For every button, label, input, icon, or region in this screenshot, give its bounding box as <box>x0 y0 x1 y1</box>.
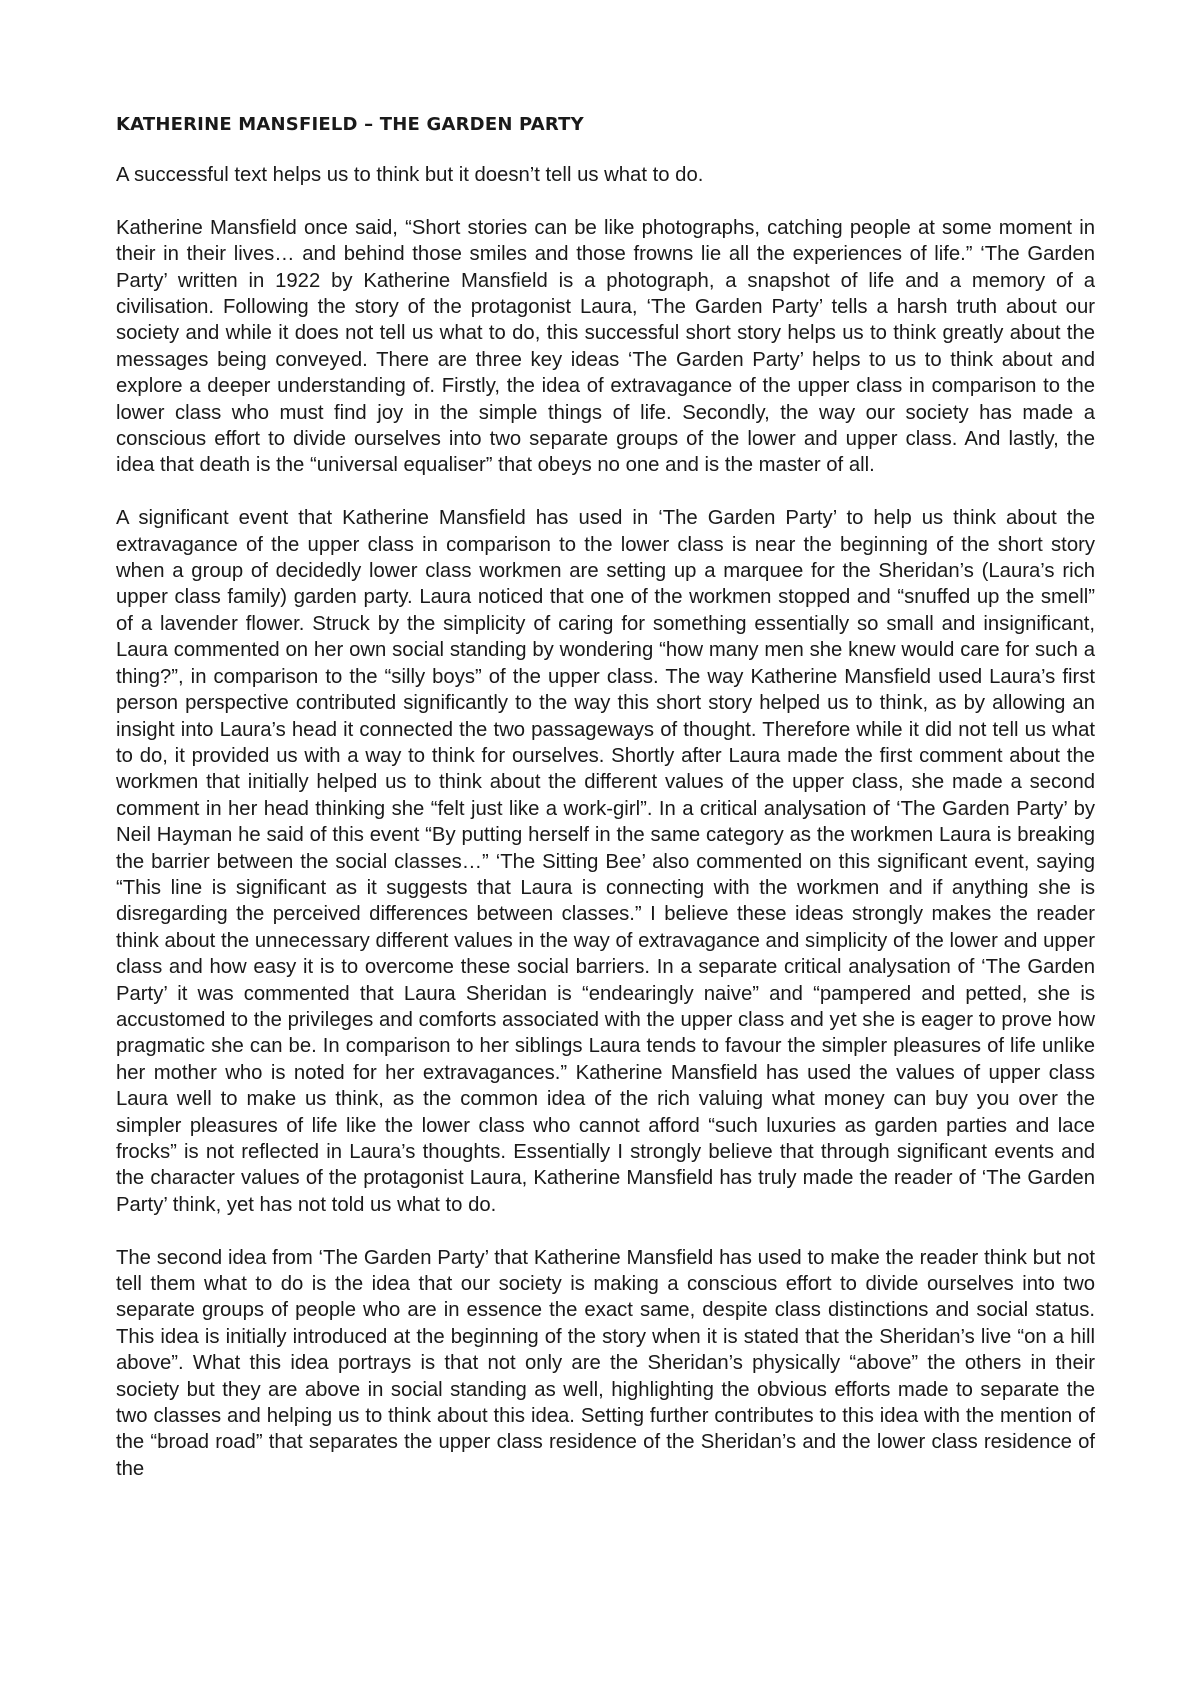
paragraph-second-idea: The second idea from ‘The Garden Party’ that Katherine Mansfield has used to make the reader think but not tell them what to do is the idea that our society is making a conscious effort to divide ourselves into two separate groups of people who are in essence the exact same, despite class distinctions and social status. This idea is initially introduced at the beginning of the story when it is stated that the Sheridan’s live “on a hill above”. What this idea portrays is that not only are the Sheridan’s physically “above” the others in their society but they are above in social standing as well, highlighting the obvious efforts made to separate the two classes and helping us to think about this idea. Setting further contributes to this idea with the mention of the “broad road” that separates the upper class residence of the Sheridan’s and the lower class residence of the <box>116 1246 1095 1480</box>
paragraph-first-idea: A significant event that Katherine Mansfield has used in ‘The Garden Party’ to help us think about the extravagance of the upper class in comparison to the lower class is near the beginning of the short story when a group of decidedly lower class workmen are setting up a marquee for the Sheridan’s (Laura’s rich upper class family) garden party. Laura noticed that one of the workmen stopped and “snuffed up the smell” of a lavender flower. Struck by the simplicity of caring for something essentially so small and insignificant, Laura commented on her own social standing by wondering “how many men she knew would care for such a thing?”, in comparison to the “silly boys” of the upper class. The way Katherine Mansfield used Laura’s first person perspective contributed significantly to the way this short story helped us to think, as by allowing an insight into Laura’s head it connected the two passageways of thought. Therefore while it did not tell us what to do, it provided us with a way to think for ourselves. Shortly after Laura made the first comment about the workmen that initially helped us to think about the different values of the upper class, she made a second comment in her head thinking she “felt just like a work-girl”. In a critical analysation of ‘The Garden Party’ by Neil Hayman he said of this event “By putting herself in the same category as the workmen Laura is breaking the barrier between the social classes…” ‘The Sitting Bee’ also commented on this significant event, saying “This line is significant as it suggests that Laura is connecting with the workmen and if anything she is disregarding the perceived differences between classes.” I believe these ideas strongly makes the reader think about the unnecessary different values in the way of extravagance and simplicity of the lower and upper class and how easy it is to overcome these social barriers. In a separate critical analysation of ‘The Garden Party’ it was commented that Laura Sheridan is “endearingly naive” and “pampered and petted, she is accustomed to the privileges and comforts associated with the upper class and yet she is eager to prove how pragmatic she can be. In comparison to her siblings Laura tends to favour the simpler pleasures of life unlike her mother who is noted for her extravagances.” Katherine Mansfield has used the values of upper class Laura well to make us think, as the common idea of the rich valuing what money can buy you over the simpler pleasures of life like the lower class who cannot afford “such luxuries as garden parties and lace frocks” is not reflected in Laura’s thoughts. Essentially I strongly believe that through significant events and the character values of the protagonist Laura, Katherine Mansfield has truly made the reader of ‘The Garden Party’ think, yet has not told us what to do. <box>116 507 1095 1216</box>
document-page <box>116 112 1095 1509</box>
document-title: KATHERINE MANSFIELD – THE GARDEN PARTY <box>116 114 584 135</box>
paragraph-introduction: Katherine Mansfield once said, “Short stories can be like photographs, catching people at some moment in their in their lives… and behind those smiles and those frowns lie all the experiences of life.” ‘The Garden Party’ written in 1922 by Katherine Mansfield is a photograph, a snapshot of life and a memory of a civilisation. Following the story of the protagonist Laura, ‘The Garden Party’ tells a harsh truth about our society and while it does not tell us what to do, this successful short story helps us to think greatly about the messages being conveyed. There are three key ideas ‘The Garden Party’ helps to us to think about and explore a deeper understanding of. Firstly, the idea of extravagance of the upper class in comparison to the lower class who must find joy in the simple things of life. Secondly, the way our society has made a conscious effort to divide ourselves into two separate groups of the lower and upper class. And lastly, the idea that death is the “universal equaliser” that obeys no one and is the master of all. <box>116 216 1095 477</box>
thesis-statement: A successful text helps us to think but it doesn’t tell us what to do. <box>116 164 704 186</box>
